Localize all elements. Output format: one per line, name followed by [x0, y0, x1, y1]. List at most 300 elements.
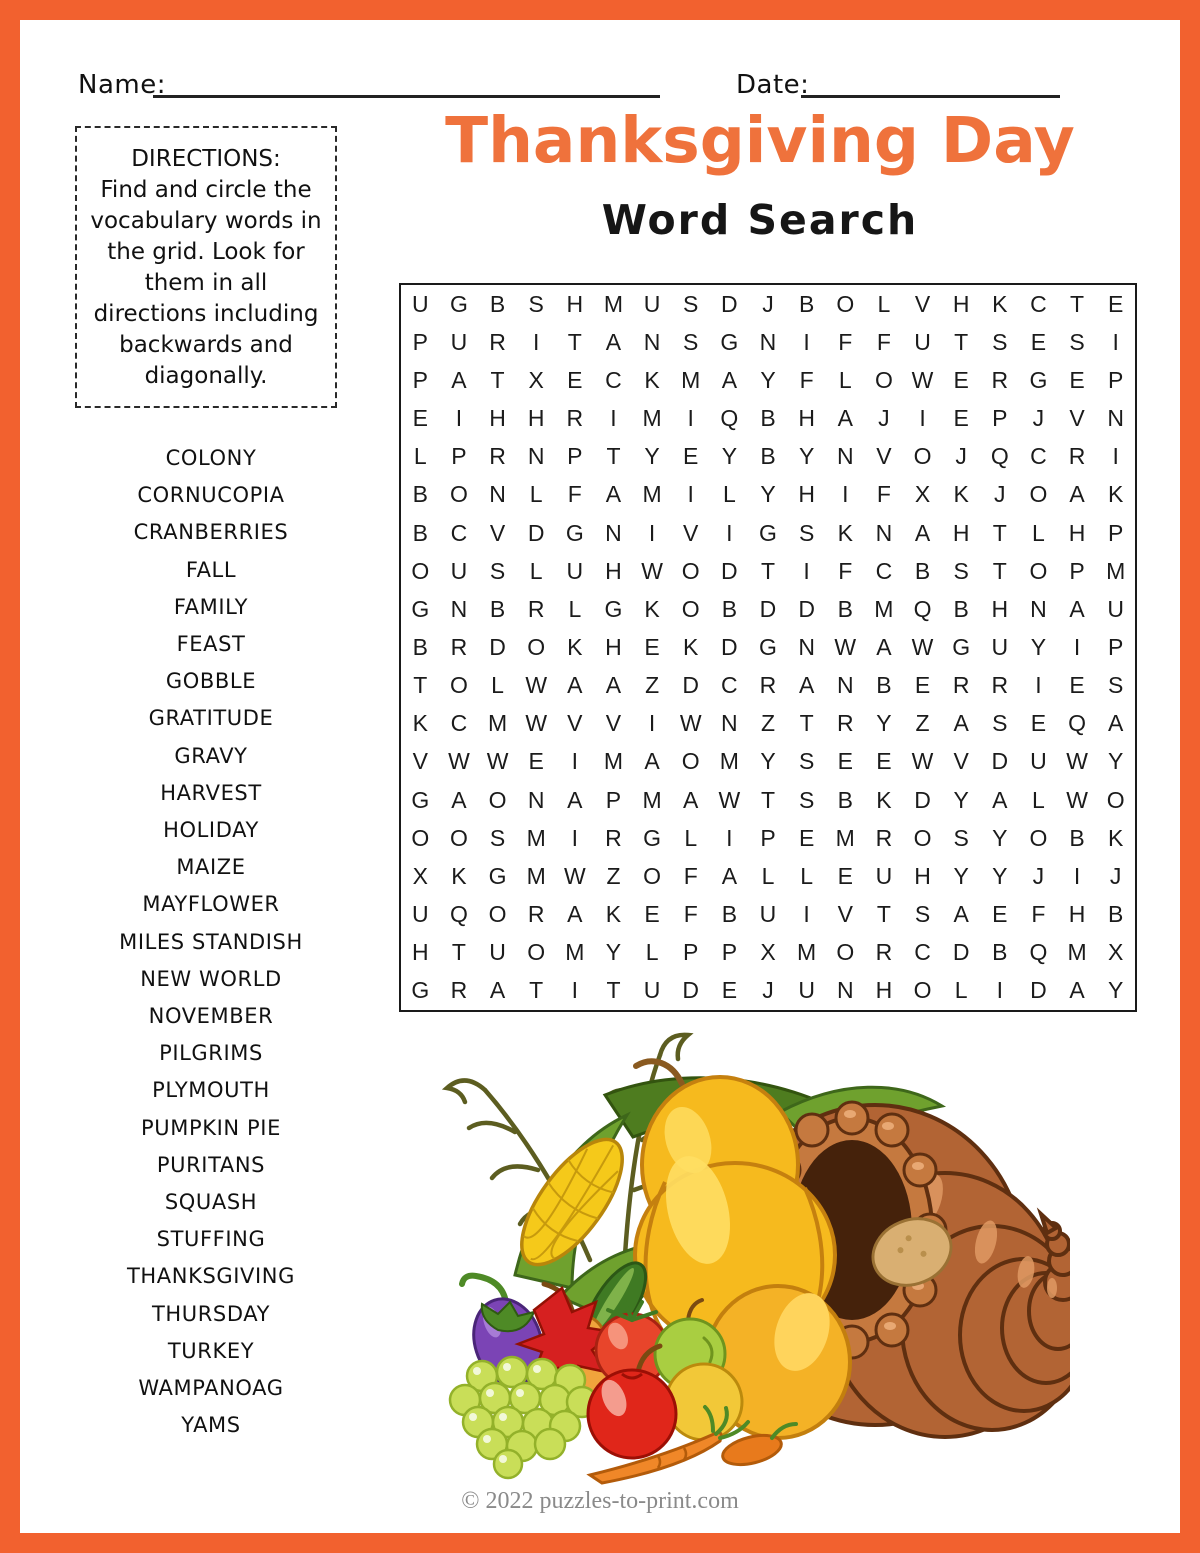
copyright-text: © 2022 puzzles-to-print.com [461, 1488, 739, 1514]
grid-letter: H [412, 939, 429, 966]
grid-letter: R [527, 901, 545, 928]
grid-letter: O [874, 366, 893, 393]
grid-letter: W [718, 786, 741, 813]
grid-letter: O [449, 672, 468, 699]
grid-letter: R [836, 710, 854, 737]
grid-letter: F [838, 557, 853, 584]
grid-letter: O [1029, 481, 1048, 508]
grid-letter: T [529, 977, 544, 1004]
grid-letter: H [566, 290, 584, 317]
grid-letter: Q [1029, 939, 1048, 966]
grid-letter: I [571, 748, 579, 775]
grid-letter: O [836, 290, 855, 317]
grid-letter: L [1032, 786, 1045, 813]
grid-letter: G [952, 633, 971, 660]
grid-letter: K [644, 366, 660, 393]
grid-letter: T [760, 786, 776, 813]
grid-letter: R [875, 824, 893, 851]
word-list-item: THURSDAY [151, 1301, 271, 1326]
grid-letter: F [876, 481, 891, 508]
grid-letter: M [1106, 557, 1126, 584]
grid-letter: O [527, 633, 546, 660]
word-list-item: GRAVY [174, 743, 248, 768]
grid-letter: T [954, 328, 969, 355]
grid-letter: Y [1108, 977, 1124, 1004]
grid-letter: P [605, 786, 622, 813]
grid-letter: Q [990, 443, 1009, 470]
grid-letter: M [642, 786, 662, 813]
grid-letter: A [1069, 595, 1085, 622]
grid-letter: R [605, 824, 622, 851]
grid-letter: T [490, 366, 505, 393]
grid-letter: P [451, 443, 467, 470]
grid-letter: O [681, 595, 700, 622]
grid-letter: A [567, 672, 583, 699]
word-list-item: HOLIDAY [163, 818, 259, 843]
grid-letter: U [875, 862, 893, 889]
grid-letter: O [1029, 824, 1048, 851]
grid-letter: N [836, 443, 854, 470]
grid-letter: Y [1108, 748, 1124, 775]
grid-letter: M [565, 939, 585, 966]
grid-letter: K [953, 481, 969, 508]
grid-letter: K [992, 290, 1008, 317]
grid-letter: O [488, 901, 507, 928]
grid-letter: Y [721, 443, 738, 470]
word-list-item: YAMS [181, 1413, 241, 1438]
grid-letter: O [913, 443, 932, 470]
grid-letter: H [1068, 901, 1086, 928]
grid-letter: A [605, 328, 622, 355]
grid-letter: Y [953, 862, 969, 889]
grid-letter: O [913, 977, 932, 1004]
grid-letter: Y [644, 443, 660, 470]
grid-letter: A [953, 710, 969, 737]
grid-letter: R [991, 366, 1009, 393]
grid-letter: A [992, 786, 1008, 813]
grid-letter: I [1112, 328, 1119, 355]
grid-letter: K [644, 595, 660, 622]
grid-letter: V [489, 519, 506, 546]
grid-letter: U [643, 290, 661, 317]
grid-letter: N [1107, 405, 1124, 432]
grid-letter: N [605, 519, 622, 546]
grid-letter: S [798, 748, 815, 775]
grid-letter: C [450, 710, 468, 737]
grid-letter: U [412, 290, 429, 317]
grid-letter: Q [720, 405, 739, 432]
grid-letter: D [952, 939, 970, 966]
grid-letter: V [953, 748, 969, 775]
word-list-item: TURKEY [167, 1338, 255, 1363]
grid-letter: H [605, 557, 622, 584]
grid-letter: U [450, 328, 468, 355]
grid-letter: B [914, 557, 931, 584]
grid-letter: L [954, 977, 968, 1004]
grid-letter: S [1069, 328, 1085, 355]
grid-letter: Y [605, 939, 622, 966]
grid-letter: I [803, 328, 810, 355]
grid-letter: E [1069, 366, 1085, 393]
grid-letter: T [799, 710, 814, 737]
grid-letter: H [1068, 519, 1086, 546]
grid-letter: P [1069, 557, 1085, 584]
grid-letter: I [803, 901, 810, 928]
grid-letter: Y [992, 824, 1008, 851]
grid-letter: U [566, 557, 584, 584]
grid-letter: B [876, 672, 892, 699]
grid-letter: W [834, 633, 857, 660]
grid-letter: D [682, 977, 700, 1004]
grid-letter: P [683, 939, 699, 966]
grid-letter: S [953, 824, 969, 851]
grid-letter: E [644, 901, 660, 928]
grid-letter: M [1067, 939, 1087, 966]
word-list-item: PUMPKIN PIE [141, 1115, 281, 1140]
grid-letter: W [525, 672, 548, 699]
grid-letter: S [683, 328, 699, 355]
grid-letter: N [836, 977, 854, 1004]
grid-letter: O [643, 862, 662, 889]
grid-letter: D [798, 595, 815, 622]
grid-letter: T [760, 557, 776, 584]
grid-letter: T [876, 901, 891, 928]
grid-letter: M [719, 748, 739, 775]
grid-letter: G [411, 786, 430, 813]
grid-letter: A [567, 786, 583, 813]
grid-letter: C [1030, 443, 1047, 470]
grid-letter: K [567, 633, 583, 660]
word-list-item: MAIZE [176, 855, 246, 880]
grid-letter: J [1109, 862, 1122, 889]
grid-letter: G [449, 290, 468, 317]
grid-letter: E [1030, 710, 1047, 737]
grid-letter: E [528, 748, 544, 775]
date-label: Date: [736, 70, 810, 100]
grid-letter: P [721, 939, 738, 966]
grid-letter: A [605, 481, 622, 508]
grid-letter: N [759, 328, 777, 355]
grid-letter: B [721, 901, 738, 928]
grid-letter: I [571, 977, 579, 1004]
grid-letter: W [486, 748, 509, 775]
grid-letter: K [683, 633, 699, 660]
grid-letter: B [412, 633, 428, 660]
grid-letter: P [992, 405, 1008, 432]
grid-letter: D [721, 290, 738, 317]
grid-letter: K [605, 901, 622, 928]
directions-box [75, 126, 337, 408]
grid-letter: G [488, 862, 507, 889]
grid-letter: V [567, 710, 583, 737]
grid-letter: U [1030, 748, 1047, 775]
grid-letter: B [412, 481, 428, 508]
grid-letter: B [489, 595, 506, 622]
grid-letter: G [411, 977, 430, 1004]
page-subtitle: Word Search [601, 196, 919, 244]
grid-letter: K [451, 862, 467, 889]
grid-letter: E [914, 672, 931, 699]
grid-letter: L [838, 366, 852, 393]
grid-letter: G [759, 519, 777, 546]
grid-letter: O [411, 824, 430, 851]
word-list-item: FEAST [176, 632, 246, 657]
grid-letter: M [603, 748, 624, 775]
grid-letter: O [913, 824, 932, 851]
grid-letter: R [450, 633, 468, 660]
grid-letter: R [1068, 443, 1086, 470]
grid-letter: W [1066, 748, 1088, 775]
word-list-item: GRATITUDE [148, 706, 274, 731]
grid-letter: R [991, 672, 1009, 699]
directions-text: Find and circle the vocabulary words in the grid. Look for them in all directions including backwards and diagonally. [90, 177, 322, 389]
grid-letter: S [992, 710, 1008, 737]
grid-letter: K [1108, 481, 1124, 508]
grid-letter: B [837, 595, 853, 622]
grid-letter: J [1032, 862, 1045, 889]
grid-letter: T [567, 328, 582, 355]
word-list-item: COLONY [165, 446, 257, 470]
grid-letter: P [567, 443, 583, 470]
grid-letter: E [953, 405, 969, 432]
grid-letter: T [451, 939, 466, 966]
grid-letter: I [648, 710, 656, 737]
grid-letter: X [1108, 939, 1124, 966]
grid-letter: L [529, 481, 543, 508]
grid-letter: S [528, 290, 544, 317]
grid-letter: J [878, 405, 890, 432]
grid-letter: B [992, 939, 1008, 966]
grid-letter: B [489, 290, 506, 317]
grid-letter: A [721, 862, 738, 889]
grid-letter: T [413, 672, 428, 699]
grid-letter: C [721, 672, 738, 699]
grid-letter: D [914, 786, 931, 813]
grid-letter: W [679, 710, 702, 737]
grid-letter: U [1107, 595, 1124, 622]
grid-letter: J [762, 290, 774, 317]
worksheet [20, 20, 1180, 1533]
grid-letter: A [567, 901, 583, 928]
grid-letter: I [455, 405, 463, 432]
grid-letter: I [996, 977, 1003, 1004]
grid-letter: F [683, 901, 698, 928]
grid-letter: D [682, 672, 700, 699]
grid-letter: X [412, 862, 428, 889]
name-input-line [153, 67, 660, 98]
grid-letter: S [798, 519, 815, 546]
grid-letter: H [991, 595, 1009, 622]
grid-letter: E [837, 748, 853, 775]
grid-letter: X [914, 481, 931, 508]
grid-letter: Z [606, 862, 621, 889]
grid-letter: F [876, 328, 891, 355]
word-list [60, 440, 362, 1444]
grid-letter: O [488, 786, 507, 813]
grid-letter: U [489, 939, 506, 966]
grid-letter: C [605, 366, 622, 393]
grid-letter: A [605, 672, 622, 699]
word-list-item: NOVEMBER [148, 1004, 274, 1029]
grid-letter: V [1069, 405, 1085, 432]
word-list-item: CORNUCOPIA [137, 483, 285, 508]
grid-letter: P [412, 328, 428, 355]
grid-letter: L [684, 824, 698, 851]
word-list-item: PURITANS [156, 1152, 266, 1177]
word-list-item: MAYFLOWER [142, 892, 280, 917]
grid-letter: A [451, 366, 467, 393]
grid-letter: K [837, 519, 853, 546]
grid-letter: H [605, 633, 622, 660]
grid-letter: A [914, 519, 931, 546]
grid-letter: R [952, 672, 970, 699]
word-list-item: WAMPANOAG [138, 1376, 284, 1401]
grid-letter: W [525, 710, 548, 737]
page-title: Thanksgiving Day [445, 104, 1075, 177]
grid-letter: N [836, 672, 854, 699]
grid-letter: C [450, 519, 468, 546]
grid-letter: A [953, 901, 969, 928]
grid-letter: I [919, 405, 926, 432]
grid-letter: I [842, 481, 849, 508]
grid-letter: R [527, 595, 545, 622]
grid-letter: D [721, 557, 738, 584]
grid-letter: V [683, 519, 699, 546]
grid-letter: B [1108, 901, 1124, 928]
grid-letter: Y [992, 862, 1008, 889]
grid-letter: N [489, 481, 506, 508]
grid-letter: E [992, 901, 1008, 928]
word-list-item: PLYMOUTH [152, 1078, 270, 1103]
grid-letter: M [642, 481, 662, 508]
grid-letter: Z [915, 710, 930, 737]
grid-letter: O [836, 939, 855, 966]
grid-letter: L [529, 557, 543, 584]
grid-letter: L [491, 672, 504, 699]
grid-letter: K [876, 786, 892, 813]
grid-letter: Y [953, 786, 969, 813]
grid-letter: H [914, 862, 931, 889]
grid-letter: N [875, 519, 893, 546]
date-input-line [801, 67, 1060, 98]
grid-letter: V [837, 901, 853, 928]
grid-letter: I [687, 481, 694, 508]
grid-letter: E [876, 748, 892, 775]
grid-letter: E [567, 366, 583, 393]
grid-letter: F [1031, 901, 1046, 928]
grid-letter: L [413, 443, 427, 470]
grid-letter: Q [913, 595, 932, 622]
grid-letter: O [1106, 786, 1125, 813]
grid-letter: F [683, 862, 698, 889]
grid-letter: M [526, 862, 546, 889]
grid-letter: F [838, 328, 853, 355]
grid-letter: O [681, 557, 700, 584]
word-list-item: FALL [185, 557, 237, 582]
grid-letter: N [450, 595, 468, 622]
grid-letter: L [877, 290, 891, 317]
grid-letter: F [567, 481, 582, 508]
grid-letter: P [1108, 366, 1124, 393]
grid-letter: U [991, 633, 1009, 660]
grid-letter: A [721, 366, 738, 393]
grid-letter: M [797, 939, 817, 966]
grid-letter: D [1030, 977, 1047, 1004]
grid-letter: A [876, 633, 892, 660]
grid-letter: N [643, 328, 661, 355]
grid-letter: Y [760, 481, 776, 508]
grid-letter: L [800, 862, 814, 889]
grid-letter: I [1073, 633, 1081, 660]
grid-letter: W [1066, 786, 1088, 813]
grid-letter: H [952, 519, 970, 546]
grid-letter: Z [760, 710, 776, 737]
grid-letter: A [837, 405, 853, 432]
grid-letter: W [911, 633, 934, 660]
grid-letter: I [1073, 862, 1081, 889]
grid-letter: I [610, 405, 617, 432]
yellow-fruit [666, 1364, 742, 1440]
directions-heading: DIRECTIONS: [131, 146, 281, 172]
grid-letter: L [645, 939, 659, 966]
grid-letter: W [448, 748, 470, 775]
grid-letter: G [411, 595, 430, 622]
grid-letter: N [527, 443, 545, 470]
grid-letter: U [759, 901, 777, 928]
grid-letter: I [648, 519, 656, 546]
grid-letter: O [1029, 557, 1048, 584]
grid-letter: A [451, 786, 467, 813]
grid-letter: R [875, 939, 893, 966]
grid-letter: G [720, 328, 739, 355]
grid-letter: C [875, 557, 893, 584]
grid-letter: H [875, 977, 893, 1004]
grid-letter: P [1108, 519, 1124, 546]
grid-letter: X [528, 366, 544, 393]
grid-letter: H [489, 405, 506, 432]
grid-letter: Y [760, 366, 776, 393]
grid-letter: D [759, 595, 777, 622]
grid-letter: B [412, 519, 428, 546]
grid-letter: Z [645, 672, 660, 699]
word-list-item: THANKSGIVING [126, 1264, 295, 1289]
grid-letter: B [953, 595, 969, 622]
grid-letter: D [489, 633, 506, 660]
grid-letter: A [1108, 710, 1124, 737]
grid-letter: O [449, 824, 468, 851]
grid-letter: I [726, 824, 733, 851]
grid-letter: I [726, 519, 733, 546]
grid-letter: S [489, 557, 506, 584]
grid-letter: N [721, 710, 738, 737]
grid-letter: E [644, 633, 660, 660]
grid-letter: Q [449, 901, 468, 928]
grid-letter: W [911, 366, 934, 393]
grid-letter: T [1070, 290, 1085, 317]
grid-letter: J [1032, 405, 1045, 432]
grid-letter: T [992, 557, 1007, 584]
grid-letter: T [606, 977, 621, 1004]
grid-letter: R [450, 977, 468, 1004]
grid-letter: A [489, 977, 506, 1004]
word-list-item: GOBBLE [165, 669, 257, 694]
grid-letter: E [953, 366, 969, 393]
grid-letter: W [911, 748, 934, 775]
grid-letter: T [992, 519, 1007, 546]
grid-letter: R [566, 405, 584, 432]
grid-letter: B [1069, 824, 1085, 851]
grid-letter: M [642, 405, 662, 432]
